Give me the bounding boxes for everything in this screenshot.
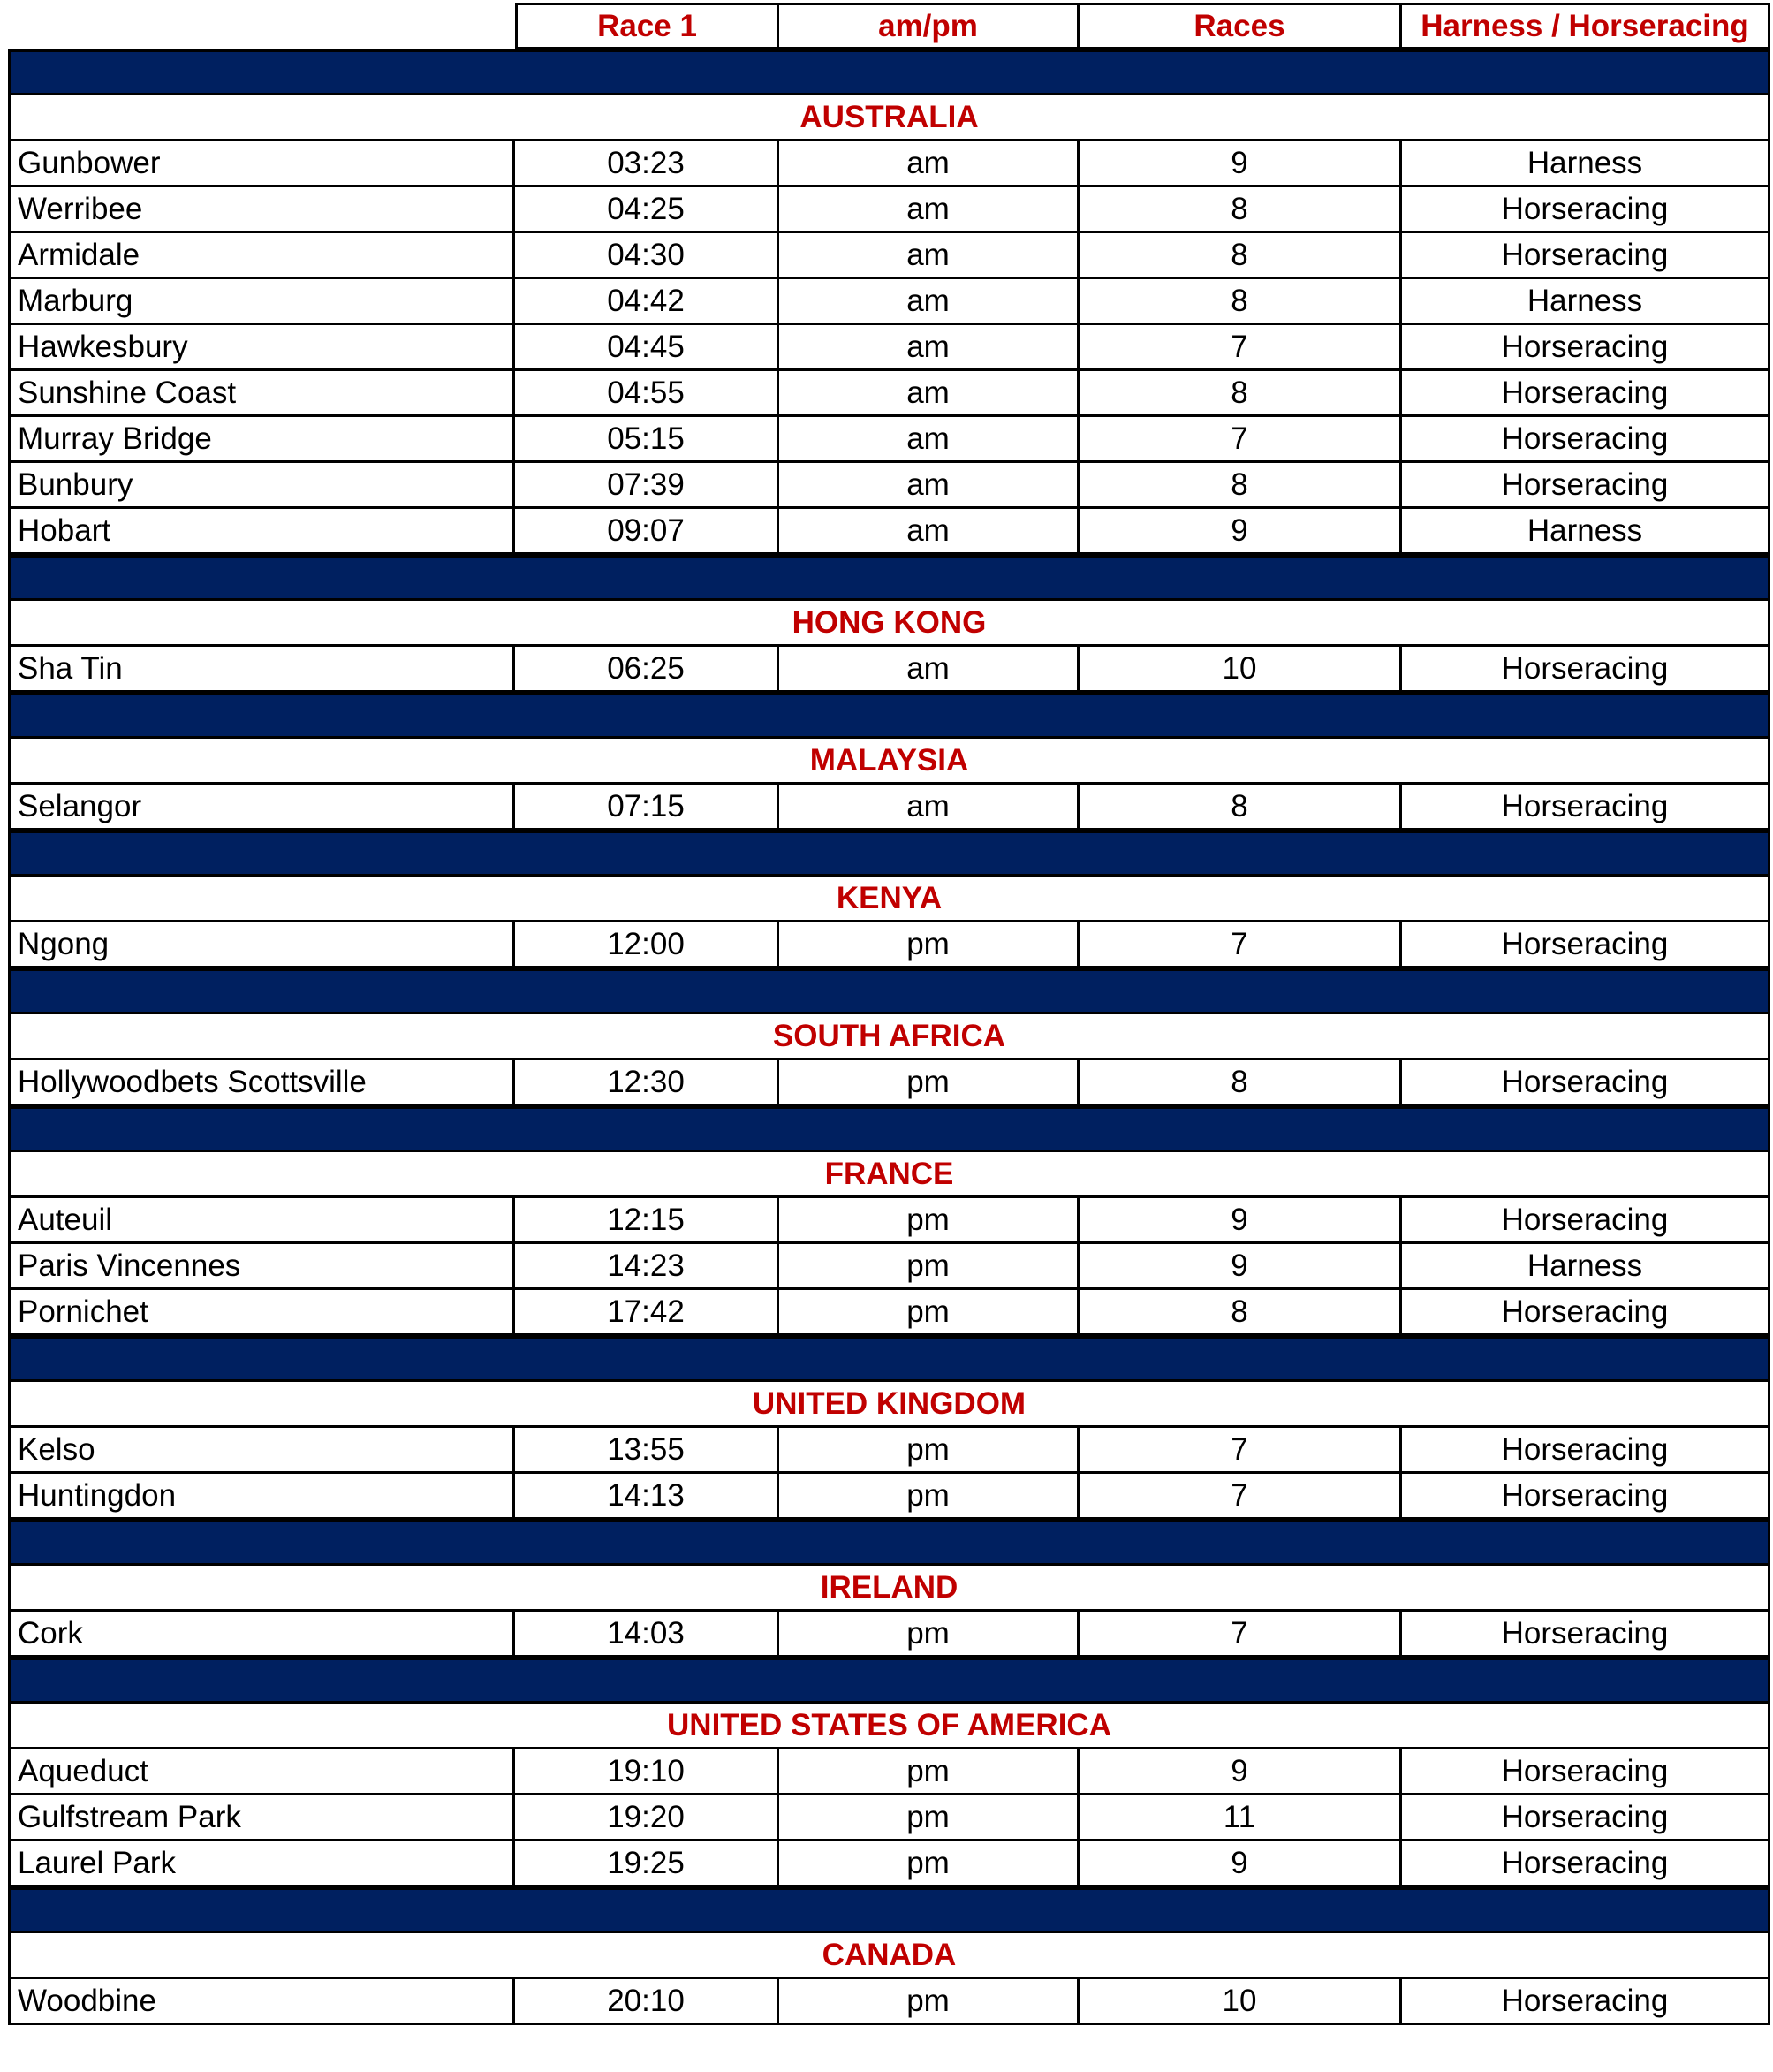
race-1-time-cell: 07:15 [515, 785, 779, 831]
table-row [8, 1612, 1770, 1658]
am-pm-cell: pm [779, 922, 1080, 968]
table-row [8, 1474, 1770, 1520]
table-row [8, 1060, 1770, 1106]
race-count-cell: 7 [1080, 417, 1402, 463]
am-pm-cell: am [779, 233, 1080, 279]
race-type-cell: Horseracing [1402, 1428, 1770, 1474]
race-type-cell: Horseracing [1402, 922, 1770, 968]
race-type-cell: Horseracing [1402, 785, 1770, 831]
race-count-cell: 9 [1080, 1244, 1402, 1290]
race-type-cell: Horseracing [1402, 1749, 1770, 1795]
am-pm-cell: am [779, 371, 1080, 417]
table-row [8, 509, 1770, 555]
race-count-cell: 9 [1080, 141, 1402, 187]
section-divider-band [8, 968, 1770, 1014]
race-count-cell: 9 [1080, 1749, 1402, 1795]
race-1-time-cell: 17:42 [515, 1290, 779, 1336]
race-1-time-cell: 04:30 [515, 233, 779, 279]
table-row [8, 1841, 1770, 1887]
race-1-time-cell: 12:15 [515, 1198, 779, 1244]
race-type-cell: Horseracing [1402, 233, 1770, 279]
am-pm-cell: am [779, 509, 1080, 555]
am-pm-cell: pm [779, 1428, 1080, 1474]
section-divider-band [8, 1336, 1770, 1382]
table-row [8, 1749, 1770, 1795]
table-row [8, 463, 1770, 509]
race-count-cell: 7 [1080, 1474, 1402, 1520]
race-1-time-cell: 04:42 [515, 279, 779, 325]
race-type-cell: Horseracing [1402, 1795, 1770, 1841]
table-row [8, 1198, 1770, 1244]
country-heading-france: FRANCE [8, 1152, 1770, 1198]
track-name-cell: Sunshine Coast [8, 371, 515, 417]
track-name-cell: Armidale [8, 233, 515, 279]
race-count-cell: 7 [1080, 1428, 1402, 1474]
section-divider-band [8, 1887, 1770, 1933]
race-1-time-cell: 12:00 [515, 922, 779, 968]
race-count-cell: 9 [1080, 509, 1402, 555]
race-count-cell: 8 [1080, 463, 1402, 509]
race-count-cell: 8 [1080, 1060, 1402, 1106]
am-pm-cell: am [779, 417, 1080, 463]
race-1-time-cell: 13:55 [515, 1428, 779, 1474]
race-type-cell: Harness [1402, 1244, 1770, 1290]
race-type-cell: Horseracing [1402, 417, 1770, 463]
country-heading-united-states-of-america: UNITED STATES OF AMERICA [8, 1704, 1770, 1749]
header-am-pm: am/pm [777, 3, 1080, 49]
track-name-cell: Werribee [8, 187, 515, 233]
race-type-cell: Horseracing [1402, 1060, 1770, 1106]
am-pm-cell: pm [779, 1060, 1080, 1106]
race-count-cell: 10 [1080, 647, 1402, 693]
track-name-cell: Hollywoodbets Scottsville [8, 1060, 515, 1106]
am-pm-cell: am [779, 187, 1080, 233]
am-pm-cell: am [779, 141, 1080, 187]
header-race-1: Race 1 [515, 3, 779, 49]
track-name-cell: Laurel Park [8, 1841, 515, 1887]
section-divider-band [8, 693, 1770, 739]
country-heading-united-kingdom: UNITED KINGDOM [8, 1382, 1770, 1428]
race-1-time-cell: 19:20 [515, 1795, 779, 1841]
country-heading-hong-kong: HONG KONG [8, 601, 1770, 647]
am-pm-cell: pm [779, 1841, 1080, 1887]
race-type-cell: Horseracing [1402, 1979, 1770, 2025]
am-pm-cell: pm [779, 1612, 1080, 1658]
race-1-time-cell: 14:03 [515, 1612, 779, 1658]
track-name-cell: Pornichet [8, 1290, 515, 1336]
race-1-time-cell: 04:55 [515, 371, 779, 417]
am-pm-cell: am [779, 647, 1080, 693]
am-pm-cell: pm [779, 1198, 1080, 1244]
table-row [8, 141, 1770, 187]
race-type-cell: Horseracing [1402, 325, 1770, 371]
race-count-cell: 8 [1080, 279, 1402, 325]
race-count-cell: 7 [1080, 1612, 1402, 1658]
table-row [8, 417, 1770, 463]
track-name-cell: Ngong [8, 922, 515, 968]
section-divider-band [8, 1106, 1770, 1152]
table-row [8, 1979, 1770, 2025]
track-name-cell: Huntingdon [8, 1474, 515, 1520]
race-count-cell: 10 [1080, 1979, 1402, 2025]
table-row [8, 922, 1770, 968]
race-type-cell: Harness [1402, 509, 1770, 555]
section-divider-band [8, 1520, 1770, 1566]
am-pm-cell: am [779, 463, 1080, 509]
race-type-cell: Horseracing [1402, 1290, 1770, 1336]
am-pm-cell: pm [779, 1290, 1080, 1336]
track-name-cell: Selangor [8, 785, 515, 831]
track-name-cell: Gulfstream Park [8, 1795, 515, 1841]
race-count-cell: 8 [1080, 371, 1402, 417]
header-races: Races [1077, 3, 1402, 49]
race-count-cell: 9 [1080, 1198, 1402, 1244]
race-count-cell: 7 [1080, 922, 1402, 968]
section-divider-band [8, 49, 1770, 95]
race-1-time-cell: 20:10 [515, 1979, 779, 2025]
race-count-cell: 11 [1080, 1795, 1402, 1841]
race-count-cell: 8 [1080, 233, 1402, 279]
race-1-time-cell: 04:45 [515, 325, 779, 371]
table-row [8, 1290, 1770, 1336]
track-name-cell: Gunbower [8, 141, 515, 187]
header-harness-horseracing: Harness / Horseracing [1399, 3, 1770, 49]
am-pm-cell: pm [779, 1795, 1080, 1841]
country-heading-ireland: IRELAND [8, 1566, 1770, 1612]
section-divider-band [8, 1658, 1770, 1704]
table-row [8, 371, 1770, 417]
am-pm-cell: pm [779, 1979, 1080, 2025]
race-1-time-cell: 07:39 [515, 463, 779, 509]
track-name-cell: Kelso [8, 1428, 515, 1474]
table-row [8, 187, 1770, 233]
table-row [8, 325, 1770, 371]
race-count-cell: 8 [1080, 785, 1402, 831]
race-1-time-cell: 19:10 [515, 1749, 779, 1795]
table-row [8, 1795, 1770, 1841]
country-heading-kenya: KENYA [8, 877, 1770, 922]
section-divider-band [8, 555, 1770, 601]
country-heading-australia: AUSTRALIA [8, 95, 1770, 141]
am-pm-cell: am [779, 325, 1080, 371]
race-count-cell: 8 [1080, 187, 1402, 233]
race-type-cell: Horseracing [1402, 647, 1770, 693]
race-count-cell: 7 [1080, 325, 1402, 371]
race-1-time-cell: 12:30 [515, 1060, 779, 1106]
race-count-cell: 9 [1080, 1841, 1402, 1887]
race-type-cell: Horseracing [1402, 1198, 1770, 1244]
race-type-cell: Horseracing [1402, 1474, 1770, 1520]
race-1-time-cell: 09:07 [515, 509, 779, 555]
am-pm-cell: am [779, 785, 1080, 831]
track-name-cell: Cork [8, 1612, 515, 1658]
am-pm-cell: am [779, 279, 1080, 325]
track-name-cell: Hobart [8, 509, 515, 555]
race-type-cell: Horseracing [1402, 371, 1770, 417]
am-pm-cell: pm [779, 1749, 1080, 1795]
race-1-time-cell: 14:13 [515, 1474, 779, 1520]
race-count-cell: 8 [1080, 1290, 1402, 1336]
track-name-cell: Paris Vincennes [8, 1244, 515, 1290]
am-pm-cell: pm [779, 1244, 1080, 1290]
table-row [8, 785, 1770, 831]
column-header-row [515, 3, 1770, 49]
race-type-cell: Horseracing [1402, 463, 1770, 509]
table-row [8, 1428, 1770, 1474]
am-pm-cell: pm [779, 1474, 1080, 1520]
race-1-time-cell: 03:23 [515, 141, 779, 187]
track-name-cell: Aqueduct [8, 1749, 515, 1795]
race-1-time-cell: 14:23 [515, 1244, 779, 1290]
table-row [8, 233, 1770, 279]
race-type-cell: Horseracing [1402, 187, 1770, 233]
track-name-cell: Woodbine [8, 1979, 515, 2025]
country-heading-canada: CANADA [8, 1933, 1770, 1979]
race-1-time-cell: 06:25 [515, 647, 779, 693]
race-type-cell: Harness [1402, 141, 1770, 187]
track-name-cell: Bunbury [8, 463, 515, 509]
track-name-cell: Sha Tin [8, 647, 515, 693]
race-1-time-cell: 19:25 [515, 1841, 779, 1887]
track-name-cell: Hawkesbury [8, 325, 515, 371]
table-row [8, 1244, 1770, 1290]
table-row [8, 647, 1770, 693]
race-type-cell: Horseracing [1402, 1841, 1770, 1887]
race-1-time-cell: 04:25 [515, 187, 779, 233]
race-type-cell: Horseracing [1402, 1612, 1770, 1658]
country-heading-malaysia: MALAYSIA [8, 739, 1770, 785]
race-type-cell: Harness [1402, 279, 1770, 325]
track-name-cell: Auteuil [8, 1198, 515, 1244]
race-1-time-cell: 05:15 [515, 417, 779, 463]
section-divider-band [8, 831, 1770, 877]
table-row [8, 279, 1770, 325]
track-name-cell: Marburg [8, 279, 515, 325]
country-heading-south-africa: SOUTH AFRICA [8, 1014, 1770, 1060]
track-name-cell: Murray Bridge [8, 417, 515, 463]
